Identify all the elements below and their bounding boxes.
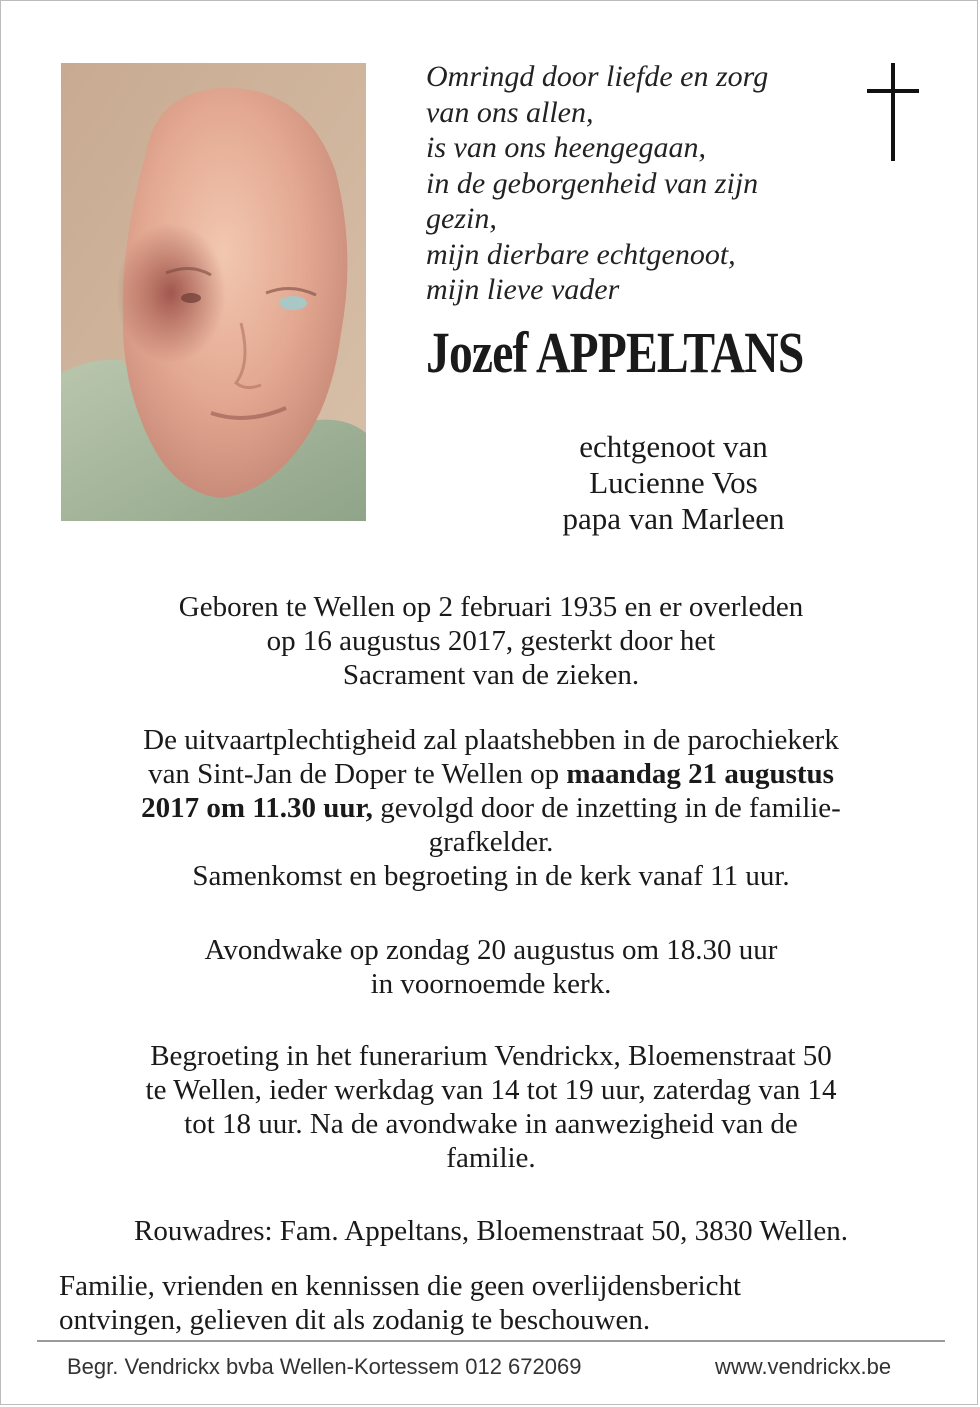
funeral-time-bold: 2017 om 11.30 uur, xyxy=(141,792,373,824)
funeral-burial-text: gevolgd door de inzetting in de familie- xyxy=(372,792,841,824)
birth-death-paragraph xyxy=(41,590,941,692)
wake-paragraph xyxy=(41,933,941,1001)
poem-line: mijn dierbare echtgenoot, xyxy=(426,237,736,271)
funeral-paragraph xyxy=(41,723,941,893)
poem-line: gezin, xyxy=(426,202,497,235)
visitation-paragraph xyxy=(41,1039,941,1175)
paragraph-line: te Wellen, ieder werkdag van 14 tot 19 uur, zaterdag van 14 xyxy=(145,1074,837,1106)
poem-line: Omringd door liefde en zorg xyxy=(426,60,769,93)
paragraph-line: De uitvaartplechtigheid zal plaatshebben in de parochiekerk xyxy=(143,724,839,756)
paragraph-line: Sacrament van de zieken. xyxy=(342,659,640,691)
paragraph-line: familie. xyxy=(446,1142,536,1174)
paragraph-line: tot 18 uur. Na de avondwake in aanwezigheid van de xyxy=(184,1108,798,1140)
poem-line: van ons allen, xyxy=(426,95,594,129)
cross-icon xyxy=(863,63,923,161)
paragraph-line: op 16 augustus 2017, gesterkt door het xyxy=(266,625,716,657)
paragraph-line: Geboren te Wellen op 2 februari 1935 en er overleden xyxy=(178,591,804,623)
paragraph-line: Avondwake op zondag 20 augustus om 18.30 uur xyxy=(204,934,778,966)
poem xyxy=(426,59,846,308)
portrait-image xyxy=(61,63,366,521)
portrait-photo xyxy=(61,63,366,521)
paragraph-line: ontvingen, gelieven dit als zodanig te beschouwen. xyxy=(59,1304,651,1336)
relation-line: Lucienne Vos xyxy=(589,465,758,500)
poem-line: mijn lieve vader xyxy=(426,273,620,306)
notice-paragraph xyxy=(59,1269,939,1337)
funeral-date-bold: maandag 21 augustus xyxy=(566,758,834,790)
relation-line: echtgenoot van xyxy=(579,429,768,464)
footer-divider xyxy=(37,1340,945,1342)
paragraph-line xyxy=(41,757,941,791)
funeral-home-website: www.vendrickx.be xyxy=(715,1354,892,1379)
deceased-name: Jozef APPELTANS xyxy=(426,320,804,385)
poem-line: in de geborgenheid van zijn xyxy=(426,166,759,200)
relation-line: papa van Marleen xyxy=(562,501,785,536)
mourning-address: Rouwadres: Fam. Appeltans, Bloemenstraat 50, 3830 Wellen. xyxy=(134,1215,848,1247)
poem-line: is van ons heengegaan, xyxy=(426,131,706,164)
paragraph-line xyxy=(41,791,941,825)
paragraph-line: Begroeting in het funerarium Vendrickx, Bloemenstraat 50 xyxy=(150,1040,832,1072)
paragraph-line: Samenkomst en begroeting in de kerk vanaf 11 uur. xyxy=(192,860,790,892)
funeral-home-info: Begr. Vendrickx bvba Wellen-Kortessem 012 672069 xyxy=(67,1354,582,1379)
paragraph-line: in voornoemde kerk. xyxy=(370,968,612,1000)
paragraph-line: Familie, vrienden en kennissen die geen overlijdensbericht xyxy=(59,1270,742,1302)
paragraph-line: grafkelder. xyxy=(428,826,554,858)
relations xyxy=(421,429,926,537)
funeral-location-text: van Sint-Jan de Doper te Wellen op xyxy=(148,758,567,790)
